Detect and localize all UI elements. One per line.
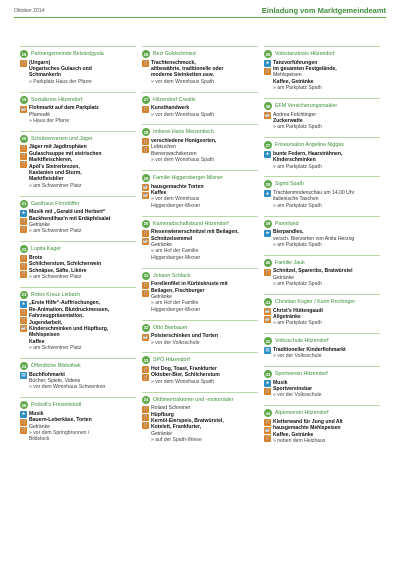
offer-text: Trachtenmodenschau um 14.00 Uhr [273, 189, 355, 196]
offer-text: Kotelett, Frankfurter, [151, 424, 202, 431]
vendor-name: Hitzendorf Creativ [153, 96, 196, 103]
location-text: » neben dem Heizhaus [273, 437, 326, 444]
vendor-name: Lupita Kager [31, 246, 62, 253]
cake-icon: ☕ [142, 184, 149, 190]
offer-text: Getränke [273, 274, 294, 281]
offer-text: Mehlspeisen [273, 72, 302, 79]
entry-divider [20, 46, 136, 47]
vendor-entry [20, 362, 136, 391]
cake-icon: ☕ [264, 427, 271, 433]
stand-number-badge: 34 [143, 397, 149, 403]
entry-divider [142, 216, 258, 217]
stand-number-badge: 22 [21, 246, 27, 252]
entry-divider [20, 241, 136, 242]
fork-icon: 🍴 [20, 145, 27, 150]
location-text: » vor dem Wonnhaus Spath [151, 78, 215, 85]
star-icon: ★ [21, 411, 26, 417]
stand-number-badge: 44 [265, 410, 271, 416]
fork-icon: 🍴 [20, 153, 27, 158]
entry-heading [142, 174, 258, 182]
stand-number-badge: 35 [265, 51, 271, 57]
offer-text: Bierpandles, [273, 229, 304, 236]
entry-divider [20, 358, 136, 359]
location-text: » vor dem Wonnhaus Schwentner [29, 384, 106, 391]
stand-number-badge: 36 [265, 103, 271, 109]
location-text: Bildstock [29, 436, 50, 443]
fork-icon: 🍴 [20, 217, 27, 223]
offer-text: bunte Federn, Haarsträhnen, [273, 150, 343, 157]
stand-number-badge: 31 [143, 273, 149, 279]
offer-text: Kaffee, Getränke [273, 78, 314, 85]
location-text: » am Parkplatz Spath [273, 241, 322, 248]
offer-text: Getränke [151, 241, 172, 248]
vendor-entry [264, 102, 380, 131]
location-text: » Haus der Pfarre [29, 117, 70, 124]
fork-icon: 🍴 [264, 68, 271, 74]
entry-heading [142, 272, 258, 280]
entry-divider [264, 137, 380, 138]
entry-heading [20, 291, 136, 299]
vendor-name: SPÖ Hitzendorf [153, 357, 190, 364]
offer-text: Kastanien und Sturm, [29, 169, 82, 176]
offer-text: Ungarisches Gulasch und [29, 65, 92, 72]
stand-number-badge: 29 [143, 175, 149, 181]
book-icon: ▤ [265, 347, 270, 353]
offer-text: Kinderschminken und Hüpfburg, [29, 325, 109, 332]
entry-heading [142, 50, 258, 58]
fork-icon: 🍴 [142, 146, 149, 152]
location-text: » vor der Volksschule [151, 339, 200, 346]
entry-heading [142, 324, 258, 332]
offer-text: im gesamten Festgelände, [273, 65, 337, 72]
location-text: » auf der Spath-Wiese [151, 437, 202, 444]
stand-number-badge: 30 [143, 221, 149, 227]
stand-number-badge: 26 [143, 51, 149, 57]
vendor-entry [142, 220, 258, 262]
fork-icon: 🍴 [264, 388, 271, 394]
offer-text: Kinderschminken [273, 157, 316, 164]
vendor-entry [142, 356, 258, 385]
entry-divider [264, 294, 380, 295]
vendor-entry [264, 141, 380, 170]
stand-number-badge: 40 [265, 260, 271, 266]
offer-text: Fahrzeugpräsentation, [29, 313, 84, 320]
vendor-name: Gasthaus Förndöffer [31, 200, 80, 207]
offer-text: Backhendlhax'n mit Erdäpfelsalat [29, 215, 111, 222]
entry-divider [142, 392, 258, 393]
offer-text: Jugendarbeit, [29, 319, 63, 326]
offer-text: Oktober-Bier, Schilcherstum [151, 372, 220, 379]
entry-heading [142, 128, 258, 136]
fork-icon: 🍴 [20, 255, 27, 261]
offer-text: Forellenfilet in Kürbiskruste mit [151, 281, 228, 288]
offer-text: Musik [29, 410, 44, 417]
vendor-entry [142, 396, 258, 444]
stand-number-badge: 39 [265, 221, 271, 227]
location-text: » am Parkplatz Spath [273, 202, 322, 209]
entry-divider [264, 98, 380, 99]
vendor-name: Panniland [275, 220, 299, 227]
stand-number-badge: 21 [21, 201, 27, 207]
fork-icon: 🍴 [142, 105, 149, 111]
entry-heading [264, 370, 380, 378]
offer-text: Gulaschsuppe mit steirischen [29, 150, 102, 157]
entry-divider [142, 352, 258, 353]
vendor-name: Familie Jauk [275, 259, 305, 266]
vendor-name: Rotes Kreuz Liebach [31, 291, 81, 298]
entry-divider [264, 366, 380, 367]
stand-number-badge: 37 [265, 142, 271, 148]
vendor-name: Imkerei Hans Meizentisch [153, 129, 214, 136]
offer-text: Schnitzel, Spareribs, Bratwürstel [273, 268, 353, 275]
fork-icon: 🍴 [142, 421, 149, 427]
offer-text: Pfarreafé [29, 111, 50, 118]
location-text: » Parkplatz Haus der Pfarre [29, 78, 92, 85]
vendor-name: Sozialkreis Hitzendorf [31, 96, 83, 103]
offer-text: Bienenwachskerzen [151, 150, 197, 157]
offer-text: Roland Schreiner [151, 405, 191, 412]
location-text: » vor dem Wonnhaus Spath [151, 378, 215, 385]
offer-text: altbewährte, traditionelle oder [151, 65, 224, 72]
issue-date: Oktober 2014 [14, 8, 45, 14]
stand-number-badge: 20 [21, 136, 27, 142]
star-icon: ★ [265, 380, 270, 386]
entry-divider [264, 46, 380, 47]
vendor-entry [20, 200, 136, 235]
location-text: » am Parkplatz Spath [273, 124, 322, 131]
entry-divider [20, 92, 136, 93]
offer-text: Getränke [29, 423, 50, 430]
location-text: » am Schwentner Platz [29, 345, 82, 352]
offer-text: Re-Animation, Blutdruckmessen, [29, 306, 110, 313]
offer-text: Schnäpse, Säfte, Liköre [29, 267, 87, 274]
stand-number-badge: 23 [21, 292, 27, 298]
offer-text: Zuckerwatte [273, 117, 303, 124]
entry-heading [264, 102, 380, 110]
vendor-name: Oldtimertraktoren und -motorräder [153, 396, 234, 403]
vendor-entry [264, 259, 380, 288]
offer-text: hausgemachte Mehlspeisen [273, 425, 341, 432]
cake-icon: ☕ [142, 192, 149, 198]
star-icon: ★ [21, 301, 26, 306]
vendor-entry [20, 96, 136, 125]
vendor-name: Johann Schlack [153, 272, 191, 279]
vendor-name: Bezi Goldschmied [153, 51, 196, 57]
offer-text: Marktfleischleren, [29, 157, 73, 164]
offer-text: Bücher, Spiele, Videos [29, 377, 81, 384]
fork-icon: 🍴 [20, 427, 27, 433]
location-text: » am Parkplatz Spath [273, 320, 322, 327]
stand-number-badge: 25 [21, 402, 27, 408]
star-icon: ★ [265, 229, 270, 235]
vendor-name: Probstl's Freizeitstodl [31, 402, 82, 409]
fork-icon: 🍴 [142, 281, 149, 287]
entry-heading [20, 362, 136, 370]
location-text: Higgersberger-Mixner [151, 254, 201, 261]
vendor-entry [142, 50, 258, 85]
star-icon: ★ [265, 60, 270, 66]
offer-text: Beilagen, Fischburger [151, 287, 205, 294]
offer-text: Kaffee [29, 338, 45, 345]
cake-icon: ☕ [142, 237, 149, 243]
fork-icon: 🍴 [142, 413, 149, 419]
location-text: Higgersberger-Mixner [151, 306, 201, 313]
header-divider [14, 17, 386, 18]
offer-text: Kaffee [151, 189, 167, 196]
vendor-name: EFM Versicherungsmakler [275, 103, 338, 109]
fork-icon: 🍴 [264, 269, 271, 274]
star-icon: ★ [21, 209, 26, 215]
offer-text: Polsterschinken und Torten [151, 333, 218, 340]
vendor-name: Familie Higgersberger-Mixner [153, 175, 223, 181]
entry-divider [20, 397, 136, 398]
offer-text: Tanzvorführungen [273, 59, 318, 66]
entry-heading [20, 200, 136, 208]
location-text: » am Schwentner Platz [29, 273, 82, 280]
fork-icon: 🍴 [20, 263, 27, 269]
offer-text: „Erste Hilfe“-Auffrischungen, [29, 300, 101, 307]
stand-number-badge: 42 [265, 338, 271, 344]
offer-text: Flohmarkt auf dem Parkplatz [29, 105, 99, 112]
stand-number-badge: 24 [21, 363, 27, 369]
vendor-entry [142, 272, 258, 314]
offer-text: moderne Steinketten usw. [151, 72, 214, 79]
location-text: » am Schwentner Platz [29, 182, 82, 189]
fork-icon: 🍴 [142, 138, 149, 144]
offer-text: Getränke [29, 221, 50, 228]
entry-heading [264, 141, 380, 149]
offer-text: verschiedene Honigsorten, [151, 137, 217, 144]
fork-icon: 🍴 [264, 419, 271, 425]
star-icon: ★ [265, 190, 270, 196]
entry-divider [142, 92, 258, 93]
offer-text: Kernöl-Eierspeis, Bratwürstel, [151, 417, 224, 424]
book-icon: ▤ [21, 372, 26, 378]
entry-divider [264, 176, 380, 177]
vendor-name: Sigrid Spath [275, 181, 304, 188]
cake-icon: ☕ [142, 333, 149, 339]
entry-divider [264, 405, 380, 406]
vendor-name: Alpenverein Hitzendorf [275, 410, 329, 417]
offer-text: hausgemachte Torten [151, 183, 204, 190]
offer-text: Trachtenschmuck, [151, 59, 196, 66]
vendor-name: Christian Kogler / Karin Rechinger [275, 299, 356, 305]
offer-text: Kunsthandwerk [151, 105, 190, 112]
location-text: » am Hof der Familie [151, 300, 199, 307]
vendor-name: Partnergemeinde Belvárdgyula [31, 51, 104, 57]
offer-text: Schnitzelsemmel [151, 235, 193, 242]
vendor-entry [264, 337, 380, 359]
cake-icon: ☕ [264, 308, 271, 314]
vendor-entry [264, 180, 380, 209]
location-text: » am Parkplatz Spath [273, 85, 322, 92]
offer-text: (Ungarn) [29, 59, 51, 66]
entry-divider [142, 170, 258, 171]
fork-icon: 🍴 [20, 271, 27, 277]
vendor-name: Kameradschaftsbund Hitzendorf [153, 220, 229, 227]
location-text: Higgersberger-Mixner [151, 202, 201, 209]
offer-text: Christ's Hüttengaudi [273, 307, 323, 314]
cake-icon: ☕ [264, 112, 271, 118]
vendor-name: Schützenverein und Jäger [31, 135, 93, 142]
vendor-entry [142, 174, 258, 209]
vendor-entry [20, 291, 136, 352]
offer-text: Apól's Steirerbrezen, [29, 163, 80, 170]
location-text: » am Schwentner Platz [29, 228, 82, 235]
location-text: » vor dem Springbrunnen / [29, 429, 90, 436]
entry-heading [264, 220, 380, 228]
fork-icon: 🍴 [142, 366, 149, 372]
entry-heading [264, 337, 380, 345]
location-text: » vor der Volksschule [273, 392, 322, 399]
fork-icon: 🍴 [142, 374, 149, 380]
vendor-entry [20, 401, 136, 443]
stand-number-badge: 19 [21, 97, 27, 103]
vendor-entry [264, 370, 380, 399]
offer-text: Schilcherstum, Schilcherwein [29, 261, 102, 268]
stand-number-badge: 33 [143, 357, 149, 363]
location-text: » vor dem Wonnhaus [151, 196, 200, 203]
offer-text: Mehlspeisen [29, 332, 60, 339]
offer-text: Andrea Felchtinger [273, 111, 317, 118]
offer-text: Allgetränke [273, 313, 301, 320]
offer-text: Riesenwienerschnitzel mit Beilagen, [151, 229, 239, 236]
offer-text: Kaffee, Getränke [273, 431, 314, 438]
location-text: » am Parkplatz Spath [273, 281, 322, 288]
entry-divider [142, 124, 258, 125]
vendor-name: Volksschule Hitzendorf [275, 338, 329, 345]
entry-heading [142, 356, 258, 364]
vendor-entry [20, 245, 136, 280]
offer-text: Musik [273, 379, 288, 386]
location-text: » vor der Volksschule [273, 353, 322, 360]
offer-text: Traditioneller Kinderflohmarkt [273, 346, 346, 353]
stand-number-badge: 43 [265, 371, 271, 377]
entry-heading [264, 298, 380, 306]
stand-number-badge: 41 [265, 299, 271, 305]
offer-text: italienische Taschen [273, 196, 319, 203]
vendor-name: Öffentliche Bibliothek [31, 363, 81, 369]
fork-icon: 🍴 [142, 405, 149, 411]
offer-text: Jäger mit Jagdtrophäen [29, 144, 87, 151]
vendor-entry [142, 96, 258, 118]
vendor-name: Sportverein Hitzendorf [275, 371, 328, 377]
fork-icon: 🍴 [20, 309, 27, 314]
star-icon: ★ [265, 151, 270, 157]
entry-divider [264, 255, 380, 256]
entry-heading [264, 409, 380, 417]
entry-heading [142, 96, 258, 104]
entry-divider [142, 320, 258, 321]
location-text: » am Parkplatz Spath [273, 163, 322, 170]
entry-divider [20, 287, 136, 288]
fork-icon: 🍴 [20, 419, 27, 425]
vendor-entry [264, 298, 380, 327]
offer-text: Marktfleisblier [29, 176, 64, 183]
offer-text: Hot Dog, Toast, Frankfurter [151, 365, 217, 372]
vendor-entry [20, 135, 136, 189]
vendor-entry [264, 409, 380, 444]
offer-text: Hüpfburg [151, 411, 174, 418]
vendor-name: Volkstanzkreis Hitzendorf [275, 51, 335, 57]
offer-text: Getränke [151, 430, 172, 437]
offer-text: Lebkuchen [151, 144, 176, 151]
offer-text: Musik mit „Gerald und Herbert“ [29, 209, 106, 216]
entry-divider [264, 216, 380, 217]
offer-text: Buchflohmarkt [29, 371, 65, 378]
vendor-entry [264, 50, 380, 92]
location-text: » am Hof der Familie [151, 248, 199, 255]
vendor-name: Friseursalon Angelina Niggas [275, 142, 344, 149]
entry-divider [20, 131, 136, 132]
stand-number-badge: 18 [21, 51, 27, 57]
cake-icon: ☕ [20, 105, 27, 111]
stand-number-badge: 38 [265, 181, 271, 187]
entry-heading [264, 180, 380, 188]
entry-heading [20, 135, 136, 143]
location-text: » vor dem Wonnhaus Spath [151, 157, 215, 164]
entry-heading [20, 245, 136, 253]
fork-icon: 🍴 [20, 161, 27, 166]
stand-number-badge: 32 [143, 325, 149, 331]
fork-icon: 🍴 [20, 60, 27, 66]
offer-text: Schmankerln [29, 72, 61, 79]
entry-heading [142, 220, 258, 228]
vendor-entry [142, 128, 258, 163]
entry-divider [142, 46, 258, 47]
stand-number-badge: 28 [143, 129, 149, 135]
entry-heading [264, 259, 380, 267]
vendor-entry [142, 324, 258, 346]
entry-heading [20, 96, 136, 104]
page-title: Einladung vom Marktgemeindeamt [261, 6, 386, 15]
fork-icon: 🍴 [20, 225, 27, 231]
entry-divider [142, 268, 258, 269]
location-text: » vor dem Wonnhaus Spath [151, 111, 215, 118]
entry-heading [264, 50, 380, 58]
cake-icon: ☕ [264, 316, 271, 322]
fork-icon: 🍴 [142, 229, 149, 235]
entry-heading [20, 401, 136, 409]
vendor-entry [20, 50, 136, 85]
offer-text: Kletterwand für Jung und Alt [273, 418, 343, 425]
fork-icon: 🍴 [142, 60, 149, 66]
entry-heading [142, 396, 258, 404]
entry-heading [20, 50, 136, 58]
stand-number-badge: 27 [143, 97, 149, 103]
offer-text: versch. Biersorten von Anita Herzog [273, 235, 355, 242]
offer-text: Bauern-Leberkäse, Torten [29, 417, 92, 424]
offer-text: Sportvereinsbar [273, 385, 313, 392]
fork-icon: 🍴 [20, 317, 27, 322]
entry-divider [20, 196, 136, 197]
fork-icon: 🍴 [264, 435, 271, 441]
entry-divider [264, 333, 380, 334]
offer-text: Brote [29, 254, 43, 261]
offer-text: Getränke [151, 293, 172, 300]
cake-icon: ☕ [20, 325, 27, 330]
fork-icon: 🍴 [142, 289, 149, 295]
vendor-name: Otto Bierbauer [153, 324, 188, 331]
vendor-entry [264, 220, 380, 249]
